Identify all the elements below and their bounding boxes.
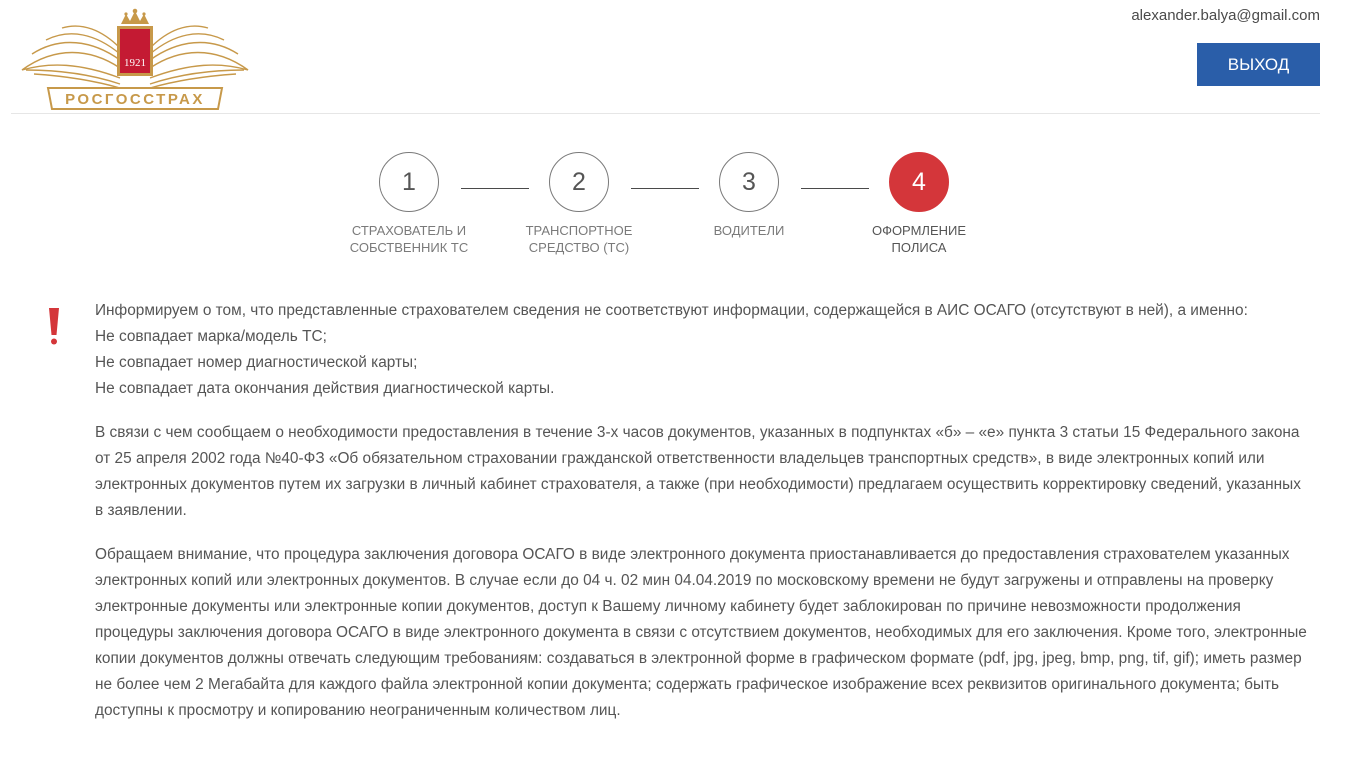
- notice-paragraph: Обращаем внимание, что процедура заключения договора ОСАГО в виде электронного документа приостанавливается до предоставления страхователем указанных электронных копий или электронных документов. В случае если до 04 ч. 02 мин 04.04.2019 по московскому времени не будут загружены и отправлены на проверку электронные документы или электронные копии документов, доступ к Вашему личному кабинету будет заблокирован по причине невозможности продолжения процедуры заключения договора ОСАГО в виде электронного документа в связи с отсутствием документов, необходимых для его заключения. Кроме того, электронные копии документов должны отвечать следующим требованиям: создаваться в электронной форме в графическом формате (pdf, jpg, jpeg, bmp, png, tif, gif); иметь размер не более чем 2 Мегабайта для каждого файла электронной копии документа; содержать графическое изображение всех реквизитов оригинального документа; быть доступны к просмотру и копированию неограниченным количеством лиц.: [95, 546, 1307, 719]
- user-email: alexander.balya@gmail.com: [1131, 7, 1320, 24]
- step-label-line: ПОЛИСА: [891, 240, 947, 255]
- step-2: [514, 152, 644, 256]
- notice-line: Не совпадает дата окончания действия диагностической карты.: [95, 380, 555, 397]
- step-number: 1: [379, 152, 439, 212]
- page-header: [11, 0, 1320, 114]
- notice-line: Информируем о том, что представленные страхователем сведения не соответствуют информации, содержащейся в АИС ОСАГО (отсутствуют в ней), а именно:: [95, 302, 1248, 319]
- notice-line: Не совпадает марка/модель ТС;: [95, 328, 327, 345]
- step-label-line: СОБСТВЕННИК ТС: [349, 240, 469, 255]
- step-label: [344, 222, 474, 256]
- exclamation-icon: [40, 300, 68, 350]
- step-label: [684, 222, 814, 239]
- logo-year: 1921: [124, 57, 146, 69]
- step-label-line: ТРАНСПОРТНОЕ: [525, 223, 633, 238]
- notice-line: Не совпадает номер диагностической карты;: [95, 354, 418, 371]
- step-3: [684, 152, 814, 239]
- step-number: 2: [549, 152, 609, 212]
- logout-button[interactable]: ВЫХОД: [1197, 43, 1320, 86]
- notice-message: [95, 298, 1310, 742]
- notice-paragraph: [95, 298, 1310, 402]
- step-number: 4: [889, 152, 949, 212]
- step-number: 3: [719, 152, 779, 212]
- step-label-line: ВОДИТЕЛИ: [713, 223, 785, 238]
- step-label-line: ОФОРМЛЕНИЕ: [871, 223, 967, 238]
- step-4: [854, 152, 984, 256]
- rosgosstrakh-logo[interactable]: [20, 8, 250, 111]
- step-label-line: СРЕДСТВО (ТС): [528, 240, 630, 255]
- notice-paragraph: В связи с чем сообщаем о необходимости предоставления в течение 3-х часов документов, указанных в подпунктах «б» – «е» пункта 3 статьи 15 Федерального закона от 25 апреля 2002 года №40-ФЗ «Об обязательном страховании гражданской ответственности владельцев транспортных средств», в виде электронных копий или электронных документов путем их загрузки в личный кабинет страхователя, а также (при необходимости) предлагаем осуществить корректировку сведений, указанных в заявлении.: [95, 424, 1301, 519]
- step-label: [514, 222, 644, 256]
- logo-text: РОСГОССТРАХ: [65, 91, 205, 108]
- step-label: [854, 222, 984, 256]
- progress-stepper: [0, 152, 1354, 272]
- step-label-line: СТРАХОВАТЕЛЬ И: [351, 223, 467, 238]
- step-1: [344, 152, 474, 256]
